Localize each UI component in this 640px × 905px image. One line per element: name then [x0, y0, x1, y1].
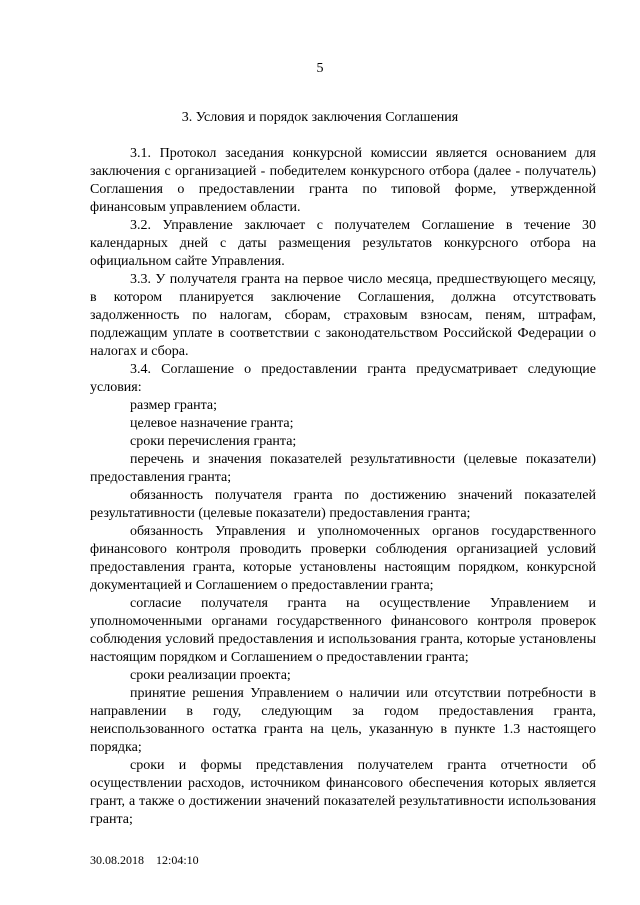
footer-timestamp — [90, 853, 199, 867]
condition-item: сроки реализации проекта; — [130, 668, 291, 683]
condition-item: сроки и формы представления получателем гранта отчетности об осуществлении расходов, источником финансового обеспечения которых является грант, а также о достижении значений показателей результативности использования гранта; — [90, 758, 596, 827]
document-body — [90, 145, 596, 829]
footer-date: 30.08.2018 — [90, 853, 144, 867]
paragraph-3-2: 3.2. Управление заключает с получателем Соглашение в течение 30 календарных дней с даты размещения результатов конкурсного отбора на официальном сайте Управления. — [90, 218, 596, 269]
condition-item: сроки перечисления гранта; — [130, 434, 297, 449]
paragraph-3-3: 3.3. У получателя гранта на первое число месяца, предшествующего месяцу, в котором планируется заключение Соглашения, должна отсутствовать задолженность по налогам, сборам, страховым взносам, пеням, штрафам, подлежащим уплате в соответствии с законодательством Российской Федерации о налогах и сбора. — [90, 272, 596, 359]
condition-item: размер гранта; — [130, 398, 217, 413]
paragraph-3-4: 3.4. Соглашение о предоставлении гранта предусматривает следующие условия: — [90, 362, 596, 395]
condition-item: принятие решения Управлением о наличии или отсутствии потребности в направлении в году, следующим за годом предоставления гранта, неиспользованного остатка гранта на цель, указанную в пункте 1.3 настоящего порядка; — [90, 686, 596, 755]
footer-time: 12:04:10 — [156, 853, 199, 867]
condition-item: обязанность получателя гранта по достижению значений показателей результативности (целевые показатели) предоставления гранта; — [90, 488, 596, 521]
section-title: 3. Условия и порядок заключения Соглашения — [181, 110, 459, 125]
page-number: 5 — [316, 61, 324, 76]
condition-item: перечень и значения показателей результативности (целевые показатели) предоставления гранта; — [90, 452, 596, 485]
condition-item: согласие получателя гранта на осуществление Управлением и уполномоченными органами государственного финансового контроля проверок соблюдения условий предоставления и использования гранта, которые установлены настоящим порядком и Соглашением о предоставлении гранта; — [90, 596, 596, 665]
paragraph-3-1: 3.1. Протокол заседания конкурсной комиссии является основанием для заключения с организацией - победителем конкурсного отбора (далее - получатель) Соглашения о предоставлении гранта по типовой форме, утвержденной финансовым управлением области. — [90, 146, 596, 215]
condition-item: целевое назначение гранта; — [130, 416, 294, 431]
condition-item: обязанность Управления и уполномоченных органов государственного финансового контроля проводить проверки соблюдения организацией условий предоставления гранта, которые установлены настоящим порядком, конкурсной документацией и Соглашением о предоставлении гранта; — [90, 524, 596, 593]
